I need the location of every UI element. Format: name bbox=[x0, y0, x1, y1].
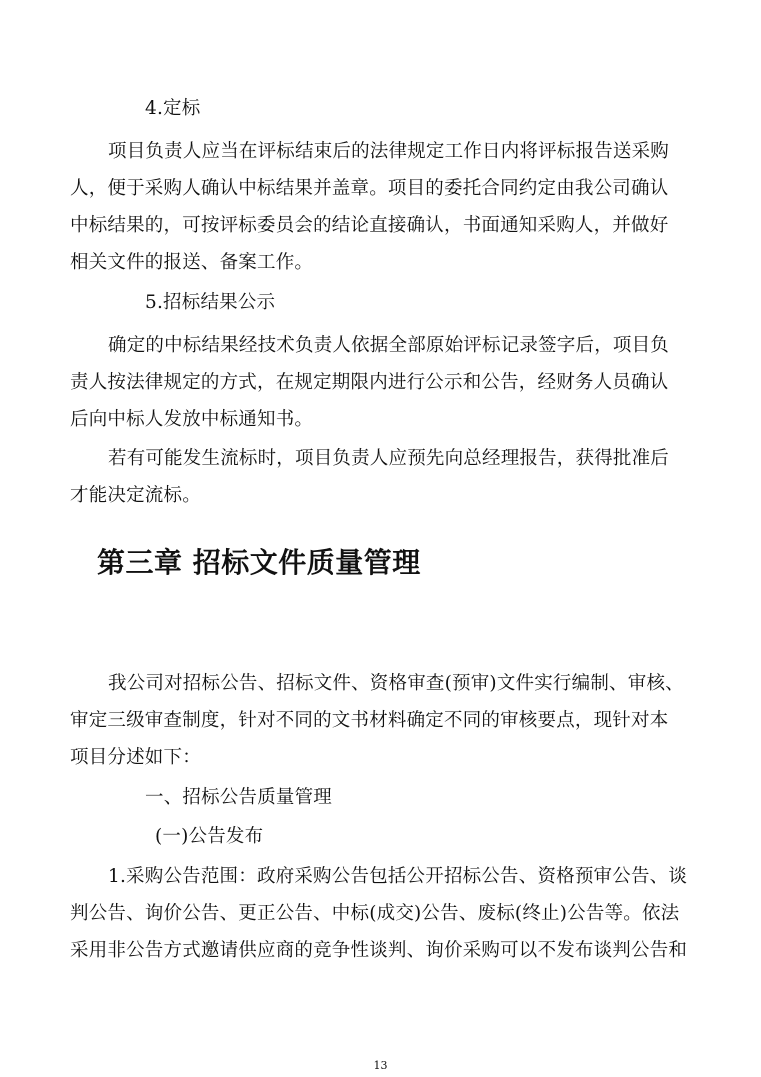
paragraph-line: 才能决定流标。 bbox=[70, 485, 201, 506]
paragraph-line: 项目负责人应当在评标结束后的法律规定工作日内将评标报告送采购 bbox=[108, 141, 670, 162]
paragraph-line: 采用非公告方式邀请供应商的竞争性谈判、询价采购可以不发布谈判公告和 bbox=[70, 940, 688, 961]
paragraph-line: 项目分述如下： bbox=[70, 747, 201, 768]
part-1-heading: 一、招标公告质量管理 bbox=[145, 787, 333, 808]
paragraph-line: 我公司对招标公告、招标文件、资格审查(预审)文件实行编制、审核、 bbox=[108, 673, 684, 694]
chapter-title: 第三章 招标文件质量管理 bbox=[97, 546, 421, 579]
paragraph-line: 1.采购公告范围：政府采购公告包括公开招标公告、资格预审公告、谈 bbox=[108, 866, 688, 887]
section-5-heading: 5.招标结果公示 bbox=[145, 292, 276, 313]
part-1-subheading: (一)公告发布 bbox=[155, 826, 264, 847]
paragraph-line: 审定三级审查制度，针对不同的文书材料确定不同的审核要点，现针对本 bbox=[70, 710, 669, 731]
page-number: 13 bbox=[373, 1059, 388, 1072]
paragraph-line: 判公告、询价公告、更正公告、中标(成交)公告、废标(终止)公告等。依法 bbox=[70, 903, 680, 924]
paragraph-line: 责人按法律规定的方式，在规定期限内进行公示和公告，经财务人员确认 bbox=[70, 372, 669, 393]
paragraph-line: 人，便于采购人确认中标结果并盖章。项目的委托合同约定由我公司确认 bbox=[70, 178, 669, 199]
paragraph-line: 确定的中标结果经技术负责人依据全部原始评标记录签字后，项目负 bbox=[108, 335, 670, 356]
paragraph-line: 若有可能发生流标时，项目负责人应预先向总经理报告，获得批准后 bbox=[108, 448, 670, 469]
paragraph-line: 中标结果的，可按评标委员会的结论直接确认，书面通知采购人，并做好 bbox=[70, 215, 669, 236]
paragraph-line: 相关文件的报送、备案工作。 bbox=[70, 252, 314, 273]
paragraph-line: 后向中标人发放中标通知书。 bbox=[70, 409, 314, 430]
section-4-heading: 4.定标 bbox=[145, 98, 201, 119]
